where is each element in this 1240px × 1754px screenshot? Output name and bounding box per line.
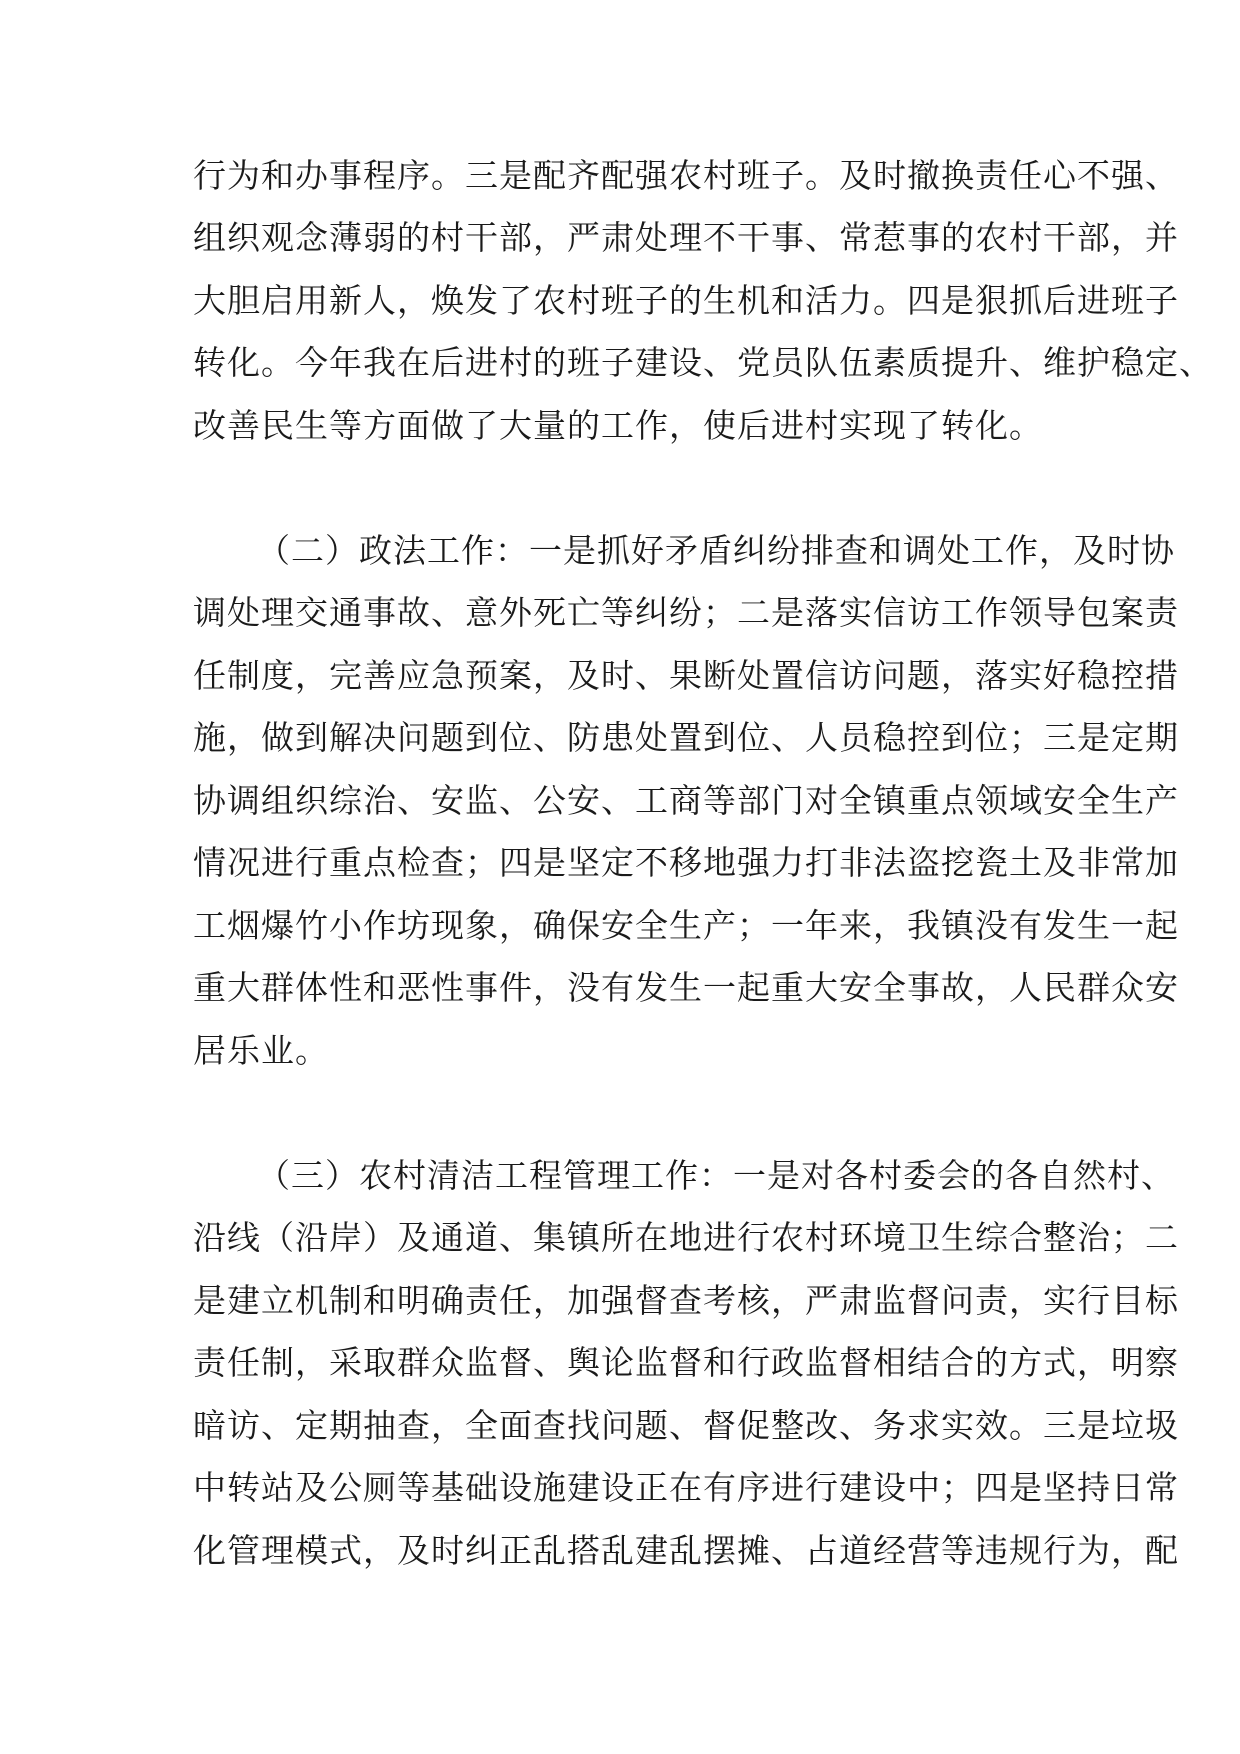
- text-line: 情况进行重点检查；四是坚定不移地强力打非法盗挖瓷土及非常加: [193, 843, 1179, 882]
- text-line: 大胆启用新人，焕发了农村班子的生机和活力。四是狠抓后进班子: [193, 281, 1179, 320]
- text-line: 改善民生等方面做了大量的工作，使后进村实现了转化。: [193, 406, 1043, 445]
- text-line: 施，做到解决问题到位、防患处置到位、人员稳控到位；三是定期: [193, 718, 1179, 757]
- text-line: 协调组织综治、安监、公安、工商等部门对全镇重点领域安全生产: [193, 781, 1179, 820]
- text-line: 任制度，完善应急预案，及时、果断处置信访问题，落实好稳控措: [193, 656, 1179, 695]
- text-line: 重大群体性和恶性事件，没有发生一起重大安全事故，人民群众安: [193, 968, 1179, 1007]
- text-line: 责任制，采取群众监督、舆论监督和行政监督相结合的方式，明察: [193, 1343, 1179, 1382]
- text-line: 中转站及公厕等基础设施建设正在有序进行建设中；四是坚持日常: [193, 1468, 1179, 1507]
- text-line: 沿线（沿岸）及通道、集镇所在地进行农村环境卫生综合整治；二: [193, 1218, 1179, 1257]
- text-line: 居乐业。: [193, 1031, 329, 1070]
- text-line: 化管理模式，及时纠正乱搭乱建乱摆摊、占道经营等违规行为，配: [193, 1531, 1179, 1570]
- text-line: 工烟爆竹小作坊现象，确保安全生产；一年来，我镇没有发生一起: [193, 906, 1179, 945]
- text-line: （三）农村清洁工程管理工作：一是对各村委会的各自然村、: [257, 1156, 1175, 1195]
- text-line: 是建立机制和明确责任，加强督查考核，严肃监督问责，实行目标: [193, 1281, 1179, 1320]
- text-line: 组织观念薄弱的村干部，严肃处理不干事、常惹事的农村干部，并: [193, 218, 1179, 257]
- text-line: 行为和办事程序。三是配齐配强农村班子。及时撤换责任心不强、: [193, 156, 1179, 195]
- text-line: （二）政法工作：一是抓好矛盾纠纷排查和调处工作，及时协: [257, 531, 1175, 570]
- text-line: 调处理交通事故、意外死亡等纠纷；二是落实信访工作领导包案责: [193, 593, 1179, 632]
- text-line: 暗访、定期抽查，全面查找问题、督促整改、务求实效。三是垃圾: [193, 1406, 1179, 1445]
- text-line: 转化。今年我在后进村的班子建设、党员队伍素质提升、维护稳定、: [193, 343, 1213, 382]
